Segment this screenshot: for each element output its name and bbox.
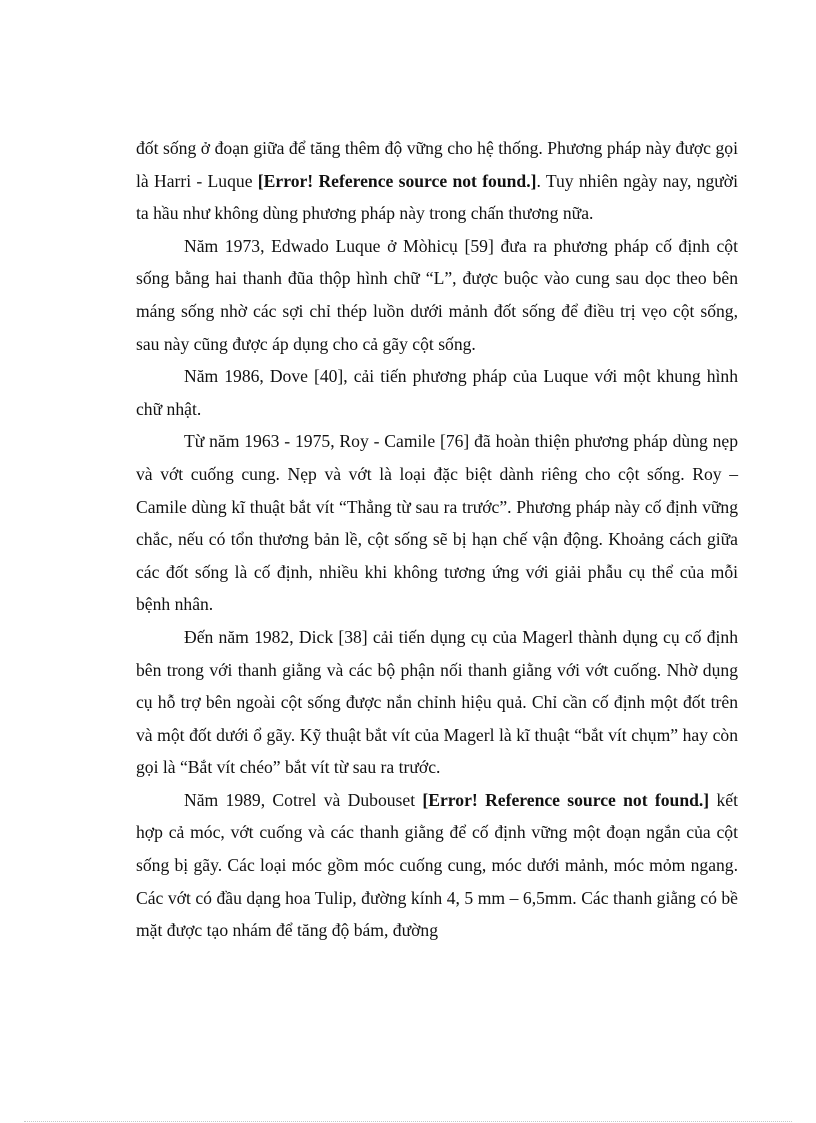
paragraph-2 (136, 230, 738, 360)
paragraph-text: Năm 1989, Cotrel và Dubouset (184, 789, 423, 810)
body-text (136, 132, 738, 947)
reference-error-marker: [Error! Reference source not found.] (422, 789, 710, 810)
paragraph-text: kết hợp cả móc, vớt cuống và các thanh giằng để cố định vững một đoạn ngắn của cột sống bị gãy. Các loại móc gồm móc cuống cung, móc dưới mảnh, móc mỏm ngang. Các vớt có đầu dạng hoa Tulip, đường kính 4, 5 mm – 6,5mm. Các thanh giằng có bề mặt được tạo nhám để tăng độ bám, đường (136, 789, 738, 941)
paragraph-4 (136, 425, 738, 621)
paragraph-5 (136, 621, 738, 784)
paragraph-6 (136, 784, 738, 947)
paragraph-text: Từ năm 1963 - 1975, Roy - Camile [76] đã hoàn thiện phương pháp dùng nẹp và vớt cuống cung. Nẹp và vớt là loại đặc biệt dành riêng cho cột sống. Roy – Camile dùng kĩ thuật bắt vít “Thẳng từ sau ra trước”. Phương pháp này cố định vững chắc, nếu có tổn thương bản lề, cột sống sẽ bị hạn chế vận động. Khoảng cách giữa các đốt sống là cố định, nhiều khi không tương ứng với giải phẫu cụ thể của mỗi bệnh nhân. (136, 431, 738, 615)
paragraph-text: Đến năm 1982, Dick [38] cải tiến dụng cụ của Magerl thành dụng cụ cố định bên trong với thanh giằng và các bộ phận nối thanh giằng với vớt cuống. Nhờ dụng cụ hỗ trợ bên ngoài cột sống được nắn chỉnh hiệu quả. Chỉ cần cố định một đốt trên và một đốt dưới ổ gãy. Kỹ thuật bắt vít của Magerl là kĩ thuật “bắt vít chụm” hay còn gọi là “Bắt vít chéo” bắt vít từ sau ra trước. (136, 626, 738, 778)
paragraph-text: đốt sống ở đoạn giữa để tăng thêm độ vững cho hệ thống. Phương pháp này được gọi là Harri - Luque (136, 138, 738, 191)
reference-error-marker: [Error! Reference source not found.] (257, 170, 537, 191)
paragraph-text: . Tuy nhiên ngày nay, người ta hầu như không dùng phương pháp này trong chấn thương nữa. (136, 170, 739, 224)
paragraph-text: Năm 1986, Dove [40], cải tiến phương pháp của Luque với một khung hình chữ nhật. (136, 366, 738, 419)
paragraph-3 (136, 360, 738, 425)
paragraph-1 (136, 132, 738, 230)
paragraph-text: Năm 1973, Edwado Luque ở Mòhicụ [59] đưa ra phương pháp cố định cột sống bằng hai thanh đũa thộp hình chữ “L”, được buộc vào cung sau dọc theo bên máng sống nhờ các sợi chỉ thép luồn dưới mảnh đốt sống để điều trị vẹo cột sống, sau này cũng được áp dụng cho cả gãy cột sống. (136, 235, 738, 354)
page-bottom-dotted-rule (24, 1121, 792, 1122)
